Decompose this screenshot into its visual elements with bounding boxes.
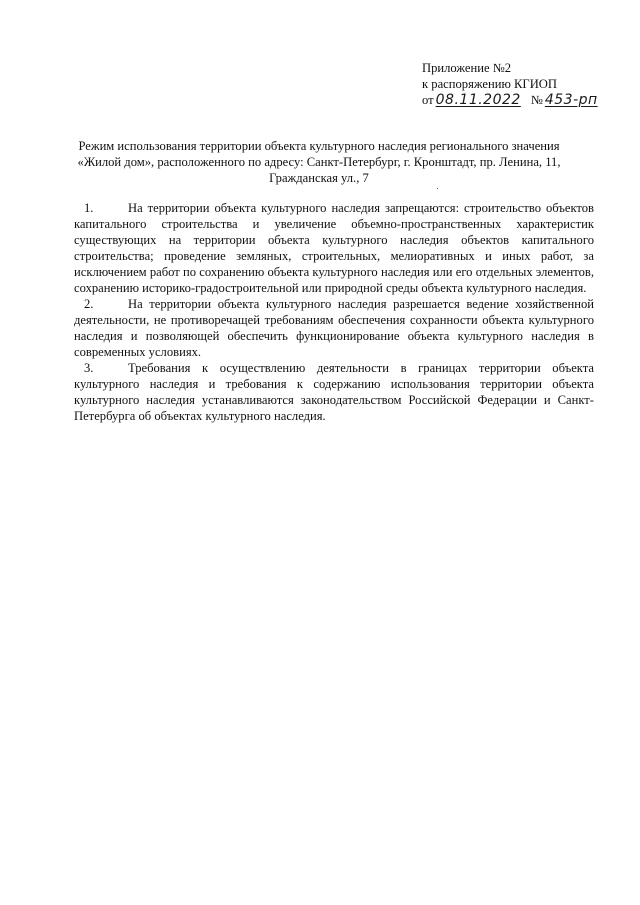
date-prefix: от (422, 93, 434, 107)
clause-text: На территории объекта культурного наследия запрещаются: строительство объектов капитального строительства и увеличение объемно-пространственных характеристик существующих на территории объекта культурного наследия объектов капитального строительства; проведение земляных, строительных, мелиоративных и иных работ, за исключением работ по сохранению объекта культурного наследия или его отдельных элементов, сохранению историко-градостроительной или природной среды объекта культурного наследия. (74, 201, 594, 295)
clause-number: 1. (84, 201, 94, 215)
document-title (60, 138, 578, 186)
clause-2 (74, 296, 594, 360)
clause-3 (74, 360, 594, 424)
clause-text: На территории объекта культурного наследия разрешается ведение хозяйственной деятельности, не противоречащей требованиям обеспечения сохранности объекта культурного наследия и позволяющей обеспечить функционирование объекта культурного наследия в современных условиях. (74, 297, 594, 359)
appendix-order-ref: к распоряжению КГИОП (422, 77, 557, 91)
title-line-3: Гражданская ул., 7 (269, 171, 369, 185)
document-body (74, 200, 594, 424)
appendix-header (422, 60, 622, 108)
number-label: № (530, 93, 543, 107)
handwritten-number: 453-рп (544, 92, 598, 108)
clause-text: Требования к осуществлению деятельности в границах территории объекта культурного наследия и требования к содержанию использования территории объекта культурного наследия устанавливаются законодательством Российской Федерации и Санкт-Петербурга об объектах культурного наследия. (74, 361, 594, 423)
clause-1 (74, 200, 594, 296)
clause-number: 3. (84, 361, 94, 375)
clause-number: 2. (84, 297, 94, 311)
handwritten-date: 08.11.2022 (435, 92, 521, 108)
title-line-1: Режим использования территории объекта культурного наследия регионального значения (78, 139, 560, 153)
title-line-2: «Жилой дом», расположенного по адресу: Санкт-Петербург, г. Кронштадт, пр. Ленина, 11, (77, 155, 561, 169)
scan-speck (437, 188, 438, 189)
appendix-title: Приложение №2 (422, 61, 512, 75)
appendix-date-number (422, 92, 622, 108)
